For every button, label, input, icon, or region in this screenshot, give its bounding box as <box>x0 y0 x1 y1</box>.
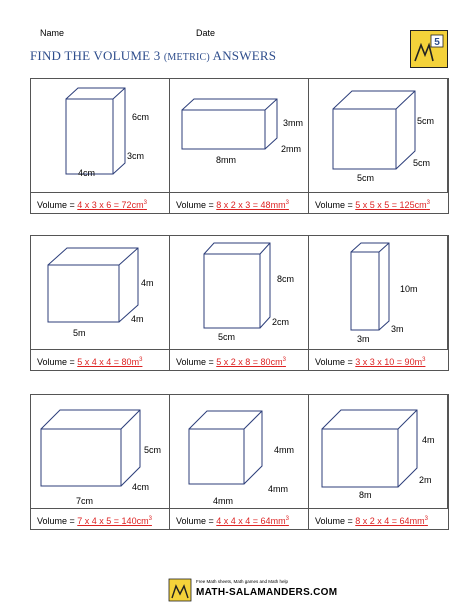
answer-sup: 3 <box>422 357 426 363</box>
volume-prefix: Volume = <box>176 357 217 367</box>
dim-label: 4m <box>422 435 435 445</box>
problem-2-figure <box>170 79 309 192</box>
dim-label: 3cm <box>127 151 145 161</box>
dim-label: 4mm <box>274 445 294 455</box>
dim-label: 4mm <box>213 496 233 506</box>
volume-prefix: Volume = <box>315 200 356 210</box>
answer-text: 5 x 5 x 5 = 125cm <box>355 200 427 210</box>
volume-answer <box>355 200 430 210</box>
volume-answer <box>355 516 428 526</box>
answer-2 <box>170 192 309 213</box>
volume-answer <box>355 357 425 367</box>
problem-1-figure <box>31 79 170 192</box>
dim-label: 4m <box>131 314 144 324</box>
title-answers: ANSWERS <box>209 48 277 63</box>
answer-text: 4 x 4 x 4 = 64mm <box>216 516 286 526</box>
dim-label: 3m <box>391 324 404 334</box>
answer-5 <box>170 349 309 370</box>
dim-label: 2mm <box>281 144 301 154</box>
box-2-icon <box>170 79 309 192</box>
volume-answer <box>77 200 147 210</box>
svg-text:5: 5 <box>434 37 440 48</box>
volume-prefix: Volume = <box>37 516 78 526</box>
problem-5-figure <box>170 236 309 349</box>
dim-label: 6cm <box>132 112 150 122</box>
answer-8 <box>170 508 309 529</box>
footer-tagline: Free Math sheets, Math games and Math help <box>196 579 289 584</box>
dim-label: 7cm <box>76 496 94 506</box>
volume-prefix: Volume = <box>176 516 217 526</box>
answer-7 <box>31 508 170 529</box>
problem-grid-1 <box>30 78 449 214</box>
answer-sup: 3 <box>285 200 289 206</box>
dim-label: 4m <box>141 278 154 288</box>
box-1-icon <box>31 79 170 192</box>
answer-text: 8 x 2 x 3 = 48mm <box>216 200 286 210</box>
answer-text: 7 x 4 x 5 = 140cm <box>77 516 149 526</box>
dim-label: 8cm <box>277 274 295 284</box>
volume-prefix: Volume = <box>37 200 78 210</box>
dim-label: 2cm <box>272 317 290 327</box>
dim-label: 4cm <box>132 482 150 492</box>
salamander-footer-icon <box>168 578 192 602</box>
volume-answer <box>216 357 286 367</box>
problem-8-figure <box>170 395 309 508</box>
volume-answer <box>77 516 152 526</box>
salamander-logo <box>410 30 448 68</box>
box-6-icon <box>309 236 448 349</box>
answer-sup: 3 <box>143 200 147 206</box>
footer-brand <box>168 578 338 604</box>
volume-answer <box>77 357 142 367</box>
dim-label: 5cm <box>417 116 435 126</box>
dim-label: 10m <box>400 284 418 294</box>
volume-answer <box>216 200 289 210</box>
dim-label: 5cm <box>413 158 431 168</box>
answer-text: 5 x 4 x 4 = 80m <box>77 357 140 367</box>
problem-6-figure <box>309 236 448 349</box>
answer-sup: 3 <box>426 200 430 206</box>
answer-4 <box>31 349 170 370</box>
answer-text: 3 x 3 x 10 = 90m <box>355 357 423 367</box>
box-3-icon <box>309 79 448 192</box>
problem-7-figure <box>31 395 170 508</box>
box-9-icon <box>309 395 448 508</box>
box-5-icon <box>170 236 309 349</box>
title-metric: (METRIC) <box>163 52 210 63</box>
answer-text: 8 x 2 x 4 = 64mm <box>355 516 425 526</box>
dim-label: 8mm <box>216 155 236 165</box>
answer-sup: 3 <box>285 516 289 522</box>
dim-label: 8m <box>359 490 372 500</box>
dim-label: 2m <box>419 475 432 485</box>
problem-grid-3 <box>30 394 449 530</box>
answer-sup: 3 <box>424 516 428 522</box>
answer-3 <box>309 192 448 213</box>
problem-9-figure <box>309 395 448 508</box>
volume-prefix: Volume = <box>315 357 356 367</box>
volume-prefix: Volume = <box>37 357 78 367</box>
dim-label: 5cm <box>218 332 236 342</box>
volume-answer <box>216 516 289 526</box>
answer-1 <box>31 192 170 213</box>
answer-text: 4 x 3 x 6 = 72cm <box>77 200 144 210</box>
footer-site-name: MATH-SALAMANDERS.COM <box>196 587 338 598</box>
dim-label: 4cm <box>78 168 96 178</box>
dim-label: 4mm <box>268 484 288 494</box>
dim-label: 5cm <box>357 173 375 183</box>
dim-label: 5m <box>73 328 86 338</box>
date-label: Date <box>196 28 216 38</box>
answer-sup: 3 <box>282 357 286 363</box>
page-title <box>30 48 276 64</box>
problem-grid-2 <box>30 235 449 371</box>
answer-6 <box>309 349 448 370</box>
salamander-logo-icon <box>411 31 447 67</box>
problem-4-figure <box>31 236 170 349</box>
answer-9 <box>309 508 448 529</box>
problem-3-figure <box>309 79 448 192</box>
dim-label: 3m <box>357 334 370 344</box>
answer-sup: 3 <box>148 516 152 522</box>
answer-text: 5 x 2 x 8 = 80cm <box>216 357 283 367</box>
volume-prefix: Volume = <box>176 200 217 210</box>
dim-label: 3mm <box>283 118 303 128</box>
box-4-icon <box>31 236 170 349</box>
volume-prefix: Volume = <box>315 516 356 526</box>
dim-label: 5cm <box>144 445 162 455</box>
answer-sup: 3 <box>139 357 143 363</box>
title-main: FIND THE VOLUME 3 <box>30 48 164 63</box>
name-label: Name <box>40 28 65 38</box>
